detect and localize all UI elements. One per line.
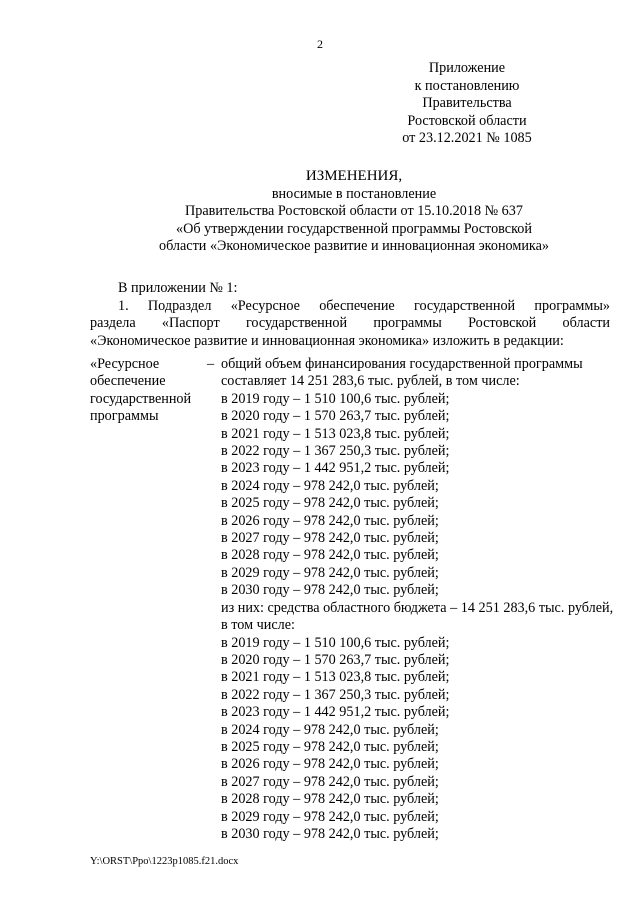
- appendix-reference: В приложении № 1:: [118, 280, 238, 296]
- label-line: программы: [90, 408, 159, 425]
- heading-line: области «Экономическое развитие и инновационная экономика»: [158, 238, 550, 255]
- funding-line: в 2023 году – 1 442 951,2 тыс. рублей;: [221, 704, 450, 721]
- funding-line: в 2028 году – 978 242,0 тыс. рублей;: [221, 791, 439, 808]
- heading-line: Правительства Ростовской области от 15.10.2018 № 637: [185, 203, 523, 220]
- funding-line: в 2025 году – 978 242,0 тыс. рублей;: [221, 738, 439, 755]
- heading-title: ИЗМЕНЕНИЯ,: [305, 168, 403, 184]
- heading-line: «Об утверждении государственной программы Ростовской: [176, 220, 532, 237]
- resource-content: [221, 356, 613, 843]
- funding-line: в 2030 году – 978 242,0 тыс. рублей;: [221, 582, 439, 599]
- file-path-footer: Y:\ORST\Ppo\1223p1085.f21.docx: [90, 856, 239, 867]
- item-paragraph-line: 1. Подраздел «Ресурсное обеспечение государственной программы»: [118, 297, 610, 314]
- appendix-line: Приложение: [428, 60, 506, 76]
- funding-line: в 2024 году – 978 242,0 тыс. рублей;: [221, 721, 439, 738]
- label-line: государственной: [90, 390, 192, 407]
- funding-line: в 2021 году – 1 513 023,8 тыс. рублей;: [221, 669, 450, 686]
- page-number: 2: [317, 37, 323, 51]
- label-line: обеспечение: [90, 373, 166, 390]
- funding-line: в 2026 году – 978 242,0 тыс. рублей;: [221, 512, 439, 529]
- funding-line: в 2022 году – 1 367 250,3 тыс. рублей;: [221, 686, 450, 703]
- label-line: «Ресурсное: [90, 356, 160, 372]
- funding-line: общий объем финансирования государственной программы: [221, 356, 583, 372]
- appendix-block: [367, 60, 567, 148]
- funding-line: в 2021 году – 1 513 023,8 тыс. рублей;: [221, 425, 450, 442]
- resource-label: [90, 356, 205, 426]
- appendix-line: к постановлению: [414, 77, 520, 94]
- funding-line: из них: средства областного бюджета – 14 251 283,6 тыс. рублей,: [221, 599, 614, 616]
- funding-line: в 2022 году – 1 367 250,3 тыс. рублей;: [221, 443, 450, 460]
- funding-line: в 2027 году – 978 242,0 тыс. рублей;: [221, 773, 439, 790]
- funding-line: в 2028 году – 978 242,0 тыс. рублей;: [221, 547, 439, 564]
- resource-dash: –: [207, 356, 215, 372]
- funding-line: в 2026 году – 978 242,0 тыс. рублей;: [221, 756, 439, 773]
- appendix-line: от 23.12.2021 № 1085: [402, 130, 532, 147]
- heading-line: вносимые в постановление: [271, 185, 437, 202]
- funding-line: в 2023 году – 1 442 951,2 тыс. рублей;: [221, 460, 450, 477]
- funding-line: в 2019 году – 1 510 100,6 тыс. рублей;: [221, 634, 450, 651]
- document-heading: [0, 168, 640, 256]
- funding-line: в 2025 году – 978 242,0 тыс. рублей;: [221, 495, 439, 512]
- funding-line: в 2019 году – 1 510 100,6 тыс. рублей;: [221, 390, 450, 407]
- funding-line: составляет 14 251 283,6 тыс. рублей, в том числе:: [221, 373, 520, 390]
- funding-line: в 2029 году – 978 242,0 тыс. рублей;: [221, 808, 439, 825]
- intro-section: [90, 280, 610, 350]
- item-paragraph-line: раздела «Паспорт государственной программы Ростовской области: [90, 315, 610, 332]
- funding-line: в 2020 году – 1 570 263,7 тыс. рублей;: [221, 651, 450, 668]
- funding-line: в том числе:: [221, 617, 295, 634]
- funding-line: в 2020 году – 1 570 263,7 тыс. рублей;: [221, 408, 450, 425]
- funding-line: в 2029 году – 978 242,0 тыс. рублей;: [221, 564, 439, 581]
- appendix-line: Правительства: [422, 95, 512, 112]
- appendix-line: Ростовской области: [407, 112, 527, 129]
- funding-line: в 2027 году – 978 242,0 тыс. рублей;: [221, 530, 439, 547]
- item-paragraph-line: «Экономическое развитие и инновационная экономика» изложить в редакции:: [90, 332, 564, 349]
- funding-line: в 2030 году – 978 242,0 тыс. рублей;: [221, 825, 439, 842]
- funding-line: в 2024 году – 978 242,0 тыс. рублей;: [221, 477, 439, 494]
